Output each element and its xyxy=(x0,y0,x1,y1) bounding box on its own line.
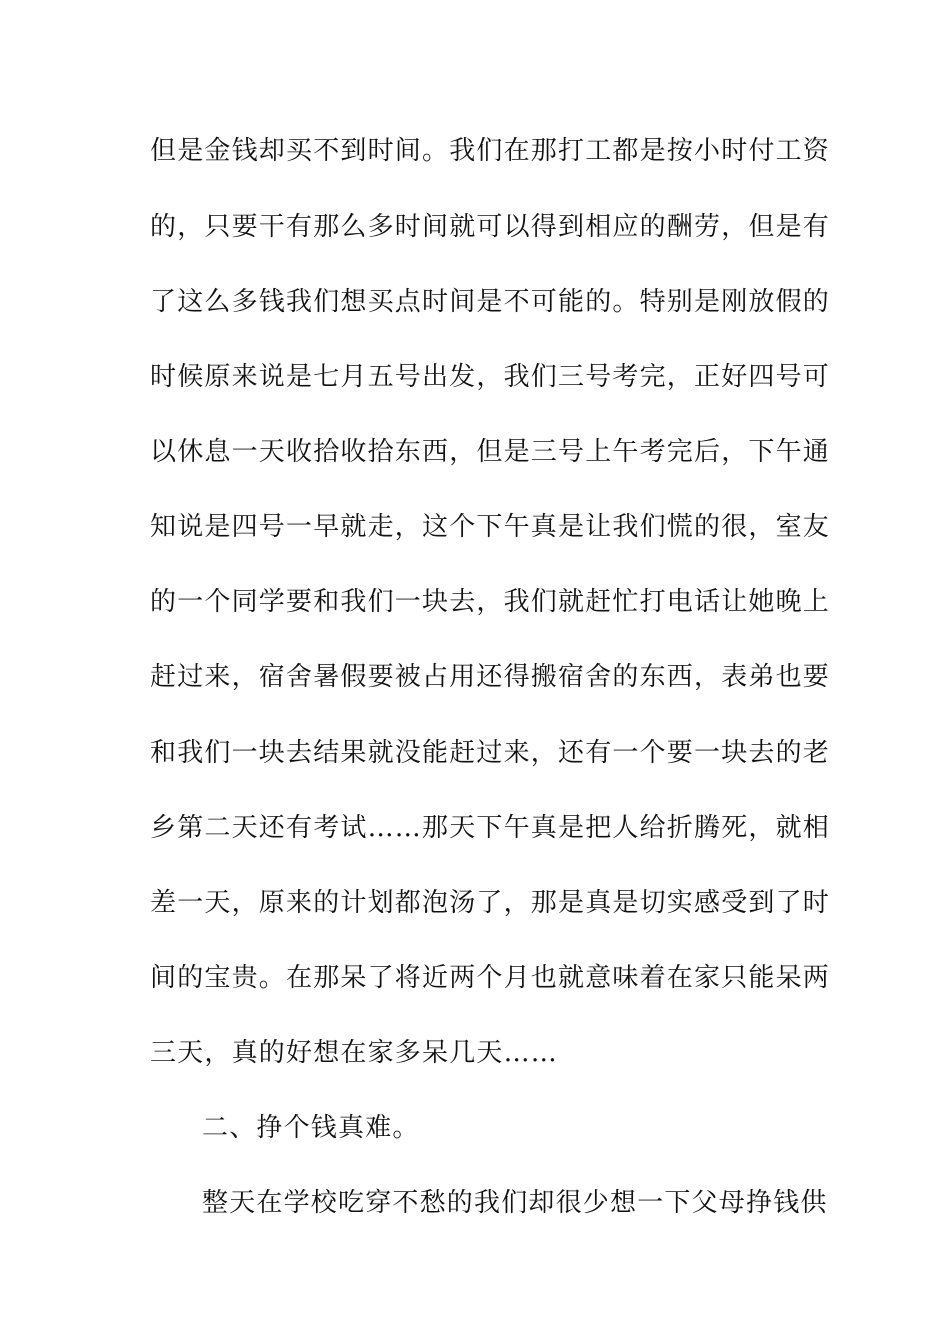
text-line: 以休息一天收拾收拾东西，但是三号上午考完后，下午通 xyxy=(150,437,831,467)
text-line: 和我们一块去结果就没能赶过来，还有一个要一块去的老 xyxy=(150,738,831,768)
text-line: 知说是四号一早就走，这个下午真是让我们慌的很，室友 xyxy=(150,512,831,542)
text-line: 的一个同学要和我们一块去，我们就赶忙打电话让她晚上 xyxy=(150,587,831,617)
text-line: 但是金钱却买不到时间。我们在那打工都是按小时付工资 xyxy=(150,136,831,166)
text-line: 赶过来，宿舍暑假要被占用还得搬宿舍的东西，表弟也要 xyxy=(150,662,831,692)
text-line: 时候原来说是七月五号出发，我们三号考完，正好四号可 xyxy=(150,362,831,392)
text-line: 差一天，原来的计划都泡汤了，那是真是切实感受到了时 xyxy=(150,888,831,918)
paragraph-first-line: 整天在学校吃穿不愁的我们却很少想一下父母挣钱供 xyxy=(202,1188,828,1218)
text-line: 的，只要干有那么多时间就可以得到相应的酬劳，但是有 xyxy=(150,212,831,242)
text-line: 间的宝贵。在那呆了将近两个月也就意味着在家只能呆两 xyxy=(150,963,831,993)
text-line: 了这么多钱我们想买点时间是不可能的。特别是刚放假的 xyxy=(150,287,831,317)
text-line: 乡第二天还有考试……那天下午真是把人给折腾死，就相 xyxy=(150,813,831,843)
text-line: 三天，真的好想在家多呆几天…… xyxy=(150,1038,559,1068)
section-heading: 二、挣个钱真难。 xyxy=(202,1113,420,1143)
